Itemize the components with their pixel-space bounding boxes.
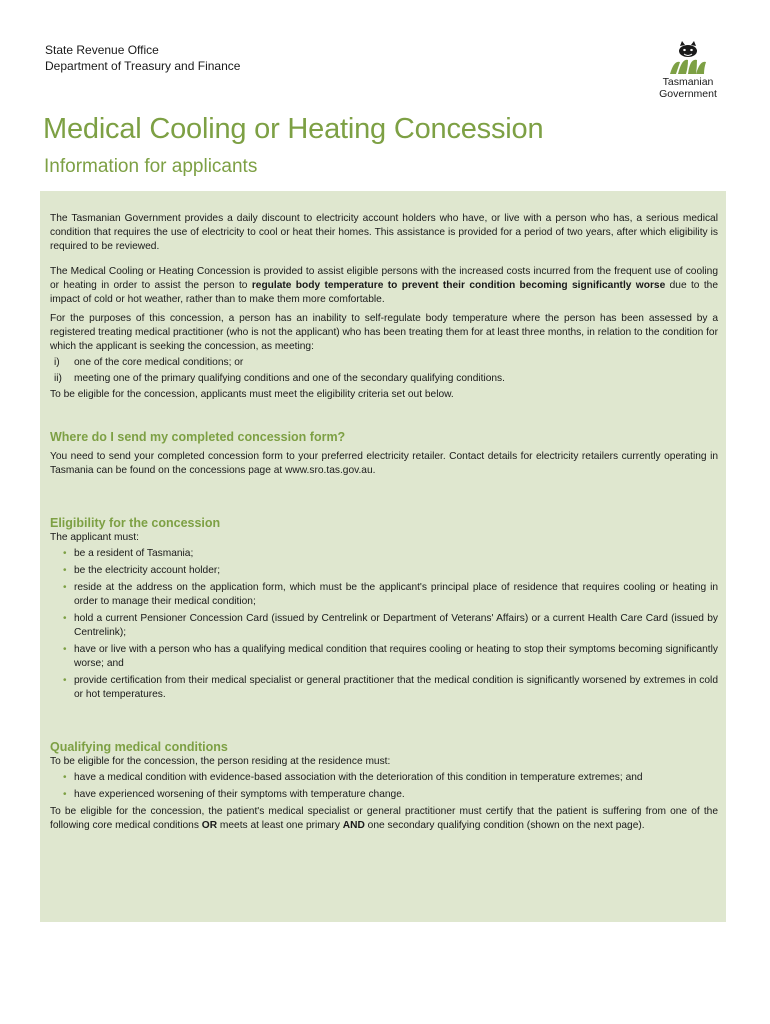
- list-item-text: meeting one of the primary qualifying conditions and one of the secondary qualifying conditions.: [74, 373, 505, 384]
- qualifying-text: To be eligible for the concession, the patient's medical specialist or general practitioner must certify that the patient is suffering from one of the following core medical conditions: [50, 806, 718, 831]
- list-item-text: have experienced worsening of their symptoms with temperature change.: [74, 789, 405, 800]
- send-form-paragraph: You need to send your completed concession form to your preferred electricity retailer. Contact details for electricity retailers currently operating in Tasmania can be found on the concessions page at www.sro.tas.gov.au.: [50, 451, 718, 476]
- qualifying-text-end: one secondary qualifying condition (shown on the next page).: [364, 820, 645, 831]
- bullet-icon: •: [63, 644, 67, 655]
- send-form-heading: Where do I send my completed concession form?: [50, 430, 346, 444]
- list-item-text: provide certification from their medical specialist or general practitioner that the medical condition is significantly worsened by extremes in cold or hot temperatures.: [74, 675, 718, 700]
- bullet-icon: •: [63, 613, 67, 624]
- list-item-text: have or live with a person who has a qualifying medical condition that requires cooling or heating to stop their symptoms becoming significantly worse; and: [74, 644, 718, 669]
- list-item: [50, 564, 718, 578]
- logo-line-1: Tasmanian: [662, 76, 714, 88]
- org-line-1: State Revenue Office: [45, 43, 159, 57]
- logo-line-2: Government: [659, 88, 717, 100]
- bullet-icon: •: [63, 565, 67, 576]
- qualifying-lead: To be eligible for the concession, the person residing at the residence must:: [50, 756, 391, 767]
- bullet-icon: •: [63, 675, 67, 686]
- intro-paragraph-1: The Tasmanian Government provides a daily discount to electricity account holders who have, or live with a person who has, a serious medical condition that requires the use of electricity to cool or heat their homes. This assistance is provided for a period of two years, after which eligibility is required to be reviewed.: [50, 213, 718, 252]
- intro-paragraph-3: For the purposes of this concession, a person has an inability to self-regulate body temperature where the person has been assessed by a registered treating medical practitioner (who is not the applicant) who has been treating them for at least three months, in relation to the condition for which the applicant is seeking the concession, as meeting:: [50, 313, 718, 352]
- eligibility-heading: Eligibility for the concession: [50, 516, 221, 530]
- list-item-text: hold a current Pensioner Concession Card (issued by Centrelink or Department of Veterans' Affairs) or a current Health Care Card (issued by Centrelink);: [74, 613, 718, 638]
- bullet-icon: •: [63, 548, 67, 559]
- list-item: [50, 547, 718, 561]
- qualifying-list: [50, 771, 718, 802]
- qualifying-and: AND: [342, 820, 365, 831]
- list-item: [50, 581, 718, 609]
- intro-p2-bold: regulate body temperature to prevent their condition becoming significantly worse: [251, 280, 666, 291]
- qualifying-heading: Qualifying medical conditions: [50, 740, 228, 754]
- page-title: Medical Cooling or Heating Concession: [43, 113, 544, 145]
- list-item: [50, 612, 718, 640]
- qualifying-text-mid: meets at least one primary: [217, 820, 343, 831]
- bullet-icon: •: [63, 582, 67, 593]
- page-subtitle: Information for applicants: [44, 156, 258, 177]
- bullet-icon: •: [63, 772, 67, 783]
- org-line-2: Department of Treasury and Finance: [45, 59, 241, 73]
- list-item-number: ii): [54, 373, 62, 384]
- list-item-text: be a resident of Tasmania;: [74, 548, 194, 559]
- list-item-text: be the electricity account holder;: [74, 565, 221, 576]
- list-item: [50, 356, 718, 370]
- list-item: [50, 372, 718, 386]
- qualifying-paragraph: [50, 805, 718, 833]
- bullet-icon: •: [63, 789, 67, 800]
- qualifying-or: OR: [201, 820, 218, 831]
- content-body: [50, 212, 718, 833]
- condition-options-list: [50, 356, 718, 386]
- intro-p2-text-end: due to the impact of cold or hot weather, rather than to make them more comfortable.: [50, 280, 718, 305]
- intro-paragraph-4: To be eligible for the concession, applicants must meet the eligibility criteria set out below.: [50, 389, 454, 400]
- list-item: [50, 788, 718, 802]
- tasmanian-devil-icon: [666, 40, 710, 76]
- list-item: [50, 771, 718, 785]
- intro-paragraph-2: [50, 265, 718, 307]
- list-item: [50, 674, 718, 702]
- intro-p2-text: The Medical Cooling or Heating Concession is provided to assist eligible persons with the increased costs incurred from the frequent use of cooling or heating in order to assist the person to: [50, 266, 718, 291]
- list-item-text: one of the core medical conditions; or: [74, 357, 244, 368]
- eligibility-list: [50, 547, 718, 702]
- eligibility-lead: The applicant must:: [50, 532, 139, 543]
- list-item-text: have a medical condition with evidence-based association with the deterioration of this condition in temperature extremes; and: [74, 772, 643, 783]
- list-item-text: reside at the address on the application form, which must be the applicant's principal place of residence that requires cooling or heating in order to manage their medical condition;: [74, 582, 718, 607]
- list-item: [50, 643, 718, 671]
- list-item-number: i): [54, 357, 60, 368]
- tasmanian-government-logo: [648, 40, 728, 102]
- header-organisation: [45, 42, 240, 74]
